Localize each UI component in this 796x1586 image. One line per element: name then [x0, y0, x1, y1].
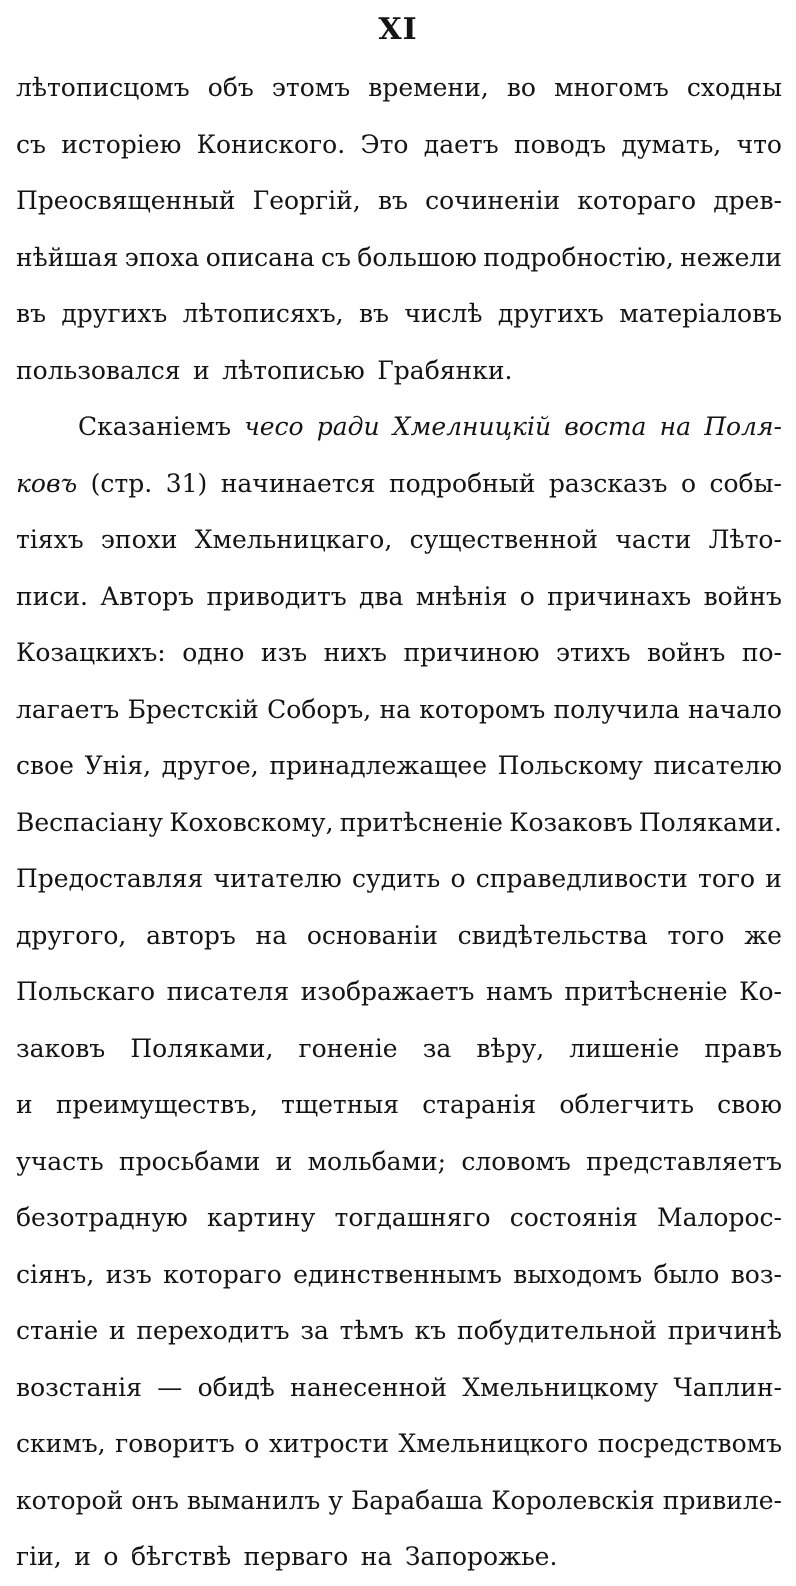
word: воз- — [730, 1259, 782, 1289]
text-line — [16, 1134, 782, 1191]
word: на — [659, 412, 692, 441]
word: нихъ — [323, 638, 387, 667]
word: причинахъ — [547, 581, 692, 611]
word: было — [653, 1259, 720, 1289]
word: другого, — [16, 920, 127, 950]
word: гоненіе — [298, 1033, 398, 1063]
body-text — [16, 60, 782, 1586]
word: Веспасіану — [16, 807, 164, 837]
word: этомъ — [271, 73, 351, 102]
word: что — [736, 129, 782, 159]
word: тогдашняго — [334, 1203, 491, 1232]
word: и — [193, 355, 210, 385]
word: одно — [182, 638, 245, 667]
word: тщетныя — [281, 1090, 400, 1119]
word: авторъ — [146, 920, 236, 950]
text-line — [16, 1529, 782, 1586]
word: старанія — [422, 1090, 537, 1119]
word: нежели — [680, 242, 782, 272]
word: свое — [16, 751, 74, 780]
word: писателя — [166, 977, 290, 1006]
word: изъ — [105, 1259, 152, 1289]
word: съ — [321, 242, 351, 272]
word: лѣтописцомъ — [16, 73, 190, 102]
word: состоянія — [509, 1203, 638, 1232]
text-line — [16, 682, 782, 739]
word: намъ — [485, 977, 553, 1006]
word: Польскому — [497, 751, 643, 780]
word: Чаплин- — [673, 1372, 782, 1402]
word: и — [108, 1316, 126, 1345]
word: Поляками. — [638, 807, 782, 837]
word: лишеніе — [569, 1033, 680, 1063]
word: безотрадную — [16, 1203, 188, 1232]
word: писи. — [16, 581, 88, 611]
word: скимъ, — [16, 1429, 106, 1458]
word: Козаковъ — [509, 807, 633, 837]
word: эпохи — [100, 525, 178, 554]
word: картину — [206, 1203, 316, 1232]
word: Козацкихъ: — [16, 638, 166, 667]
word: основаніи — [306, 920, 438, 950]
word: сходны — [686, 73, 782, 102]
text-line — [16, 1077, 782, 1134]
word: Грабянки. — [377, 355, 513, 385]
word: эпоха — [124, 242, 200, 272]
word: переходитъ — [136, 1316, 290, 1345]
word: словомъ — [461, 1146, 571, 1176]
word: мнѣнія — [415, 581, 508, 611]
word: справедливости — [475, 864, 688, 893]
word: исторіею — [61, 129, 182, 159]
text-line — [16, 230, 782, 287]
word: Это — [360, 129, 409, 159]
word: бѣгствѣ — [130, 1542, 232, 1571]
word: Унія, — [84, 751, 152, 780]
word: которой — [16, 1485, 124, 1515]
word: свидѣтельства — [457, 920, 648, 950]
word: и — [74, 1542, 91, 1571]
word: во — [506, 73, 536, 102]
text-line — [16, 1303, 782, 1360]
word: читателю — [213, 864, 342, 893]
word: съ — [16, 129, 46, 159]
word: Малорос- — [657, 1203, 782, 1232]
word: того — [698, 864, 756, 893]
text-line — [16, 117, 782, 174]
word: къ — [414, 1316, 447, 1345]
word: многомъ — [554, 73, 669, 102]
word: подробностію, — [483, 242, 674, 272]
text-line — [16, 399, 782, 456]
word: Ко- — [739, 977, 782, 1006]
word: Польскаго — [16, 977, 156, 1006]
word: Лѣто- — [708, 525, 782, 554]
text-line — [16, 456, 782, 513]
word: за — [422, 1033, 452, 1063]
word: заковъ — [16, 1033, 106, 1063]
text-line — [16, 1416, 782, 1473]
word: котораго — [163, 1259, 282, 1289]
word: Соборъ, — [267, 694, 372, 724]
word: (стр. — [90, 468, 153, 498]
word: пользовался — [16, 355, 181, 385]
word: существенной — [409, 525, 599, 554]
text-line — [16, 625, 782, 682]
word: принадлежащее — [269, 751, 488, 780]
text-line — [16, 795, 782, 852]
word: мольбами; — [307, 1146, 447, 1176]
word: войнъ — [646, 638, 726, 667]
word: изъ — [260, 638, 308, 667]
word: думать, — [621, 129, 722, 159]
word: ковъ — [16, 468, 78, 498]
text-line — [16, 851, 782, 908]
word: Хмельницкого — [398, 1429, 589, 1458]
word: и — [16, 1090, 33, 1119]
word: за — [300, 1316, 329, 1345]
word: въ — [16, 299, 46, 328]
word: причинѣ — [667, 1316, 782, 1345]
word: писателю — [653, 751, 782, 780]
word: облегчить — [559, 1090, 694, 1119]
word: Запорожье. — [404, 1542, 558, 1571]
text-line — [16, 1021, 782, 1078]
word: на — [360, 1542, 393, 1571]
word: Поляками, — [130, 1033, 274, 1063]
word: другихъ — [497, 299, 604, 328]
word: собы- — [709, 468, 782, 498]
word: описана — [205, 242, 315, 272]
text-line — [16, 964, 782, 1021]
word: и — [765, 864, 782, 893]
text-line — [16, 1190, 782, 1247]
word: Королевскія — [491, 1485, 655, 1515]
word: перваго — [243, 1542, 349, 1571]
text-line — [16, 908, 782, 965]
word: притѣсненіе — [339, 807, 503, 837]
word: вѣру, — [476, 1033, 545, 1063]
word: въ — [377, 186, 408, 215]
word: Хмельницкаго, — [194, 525, 393, 554]
word: числѣ — [404, 299, 483, 328]
word: котораго — [577, 186, 697, 215]
word: даетъ — [423, 129, 499, 159]
word: Поля- — [704, 412, 782, 441]
text-line — [16, 343, 782, 400]
text-line — [16, 1473, 782, 1530]
word: приводитъ — [206, 581, 347, 611]
word: говоритъ — [115, 1429, 235, 1458]
word: матеріаловъ — [619, 299, 782, 328]
word: лѣтописяхъ, — [182, 299, 344, 328]
word: на — [255, 920, 288, 950]
word: Хмельницкому — [462, 1372, 659, 1402]
word: свою — [717, 1090, 782, 1119]
text-line — [16, 569, 782, 626]
word: привиле- — [662, 1485, 782, 1515]
word: которомъ — [419, 694, 546, 724]
word: у — [328, 1485, 343, 1515]
word: о — [103, 1542, 119, 1571]
word: причиною — [403, 638, 540, 667]
word: Сказаніемъ — [78, 412, 232, 441]
word: воста — [564, 412, 647, 441]
word: объ — [207, 73, 254, 102]
word: разсказъ — [548, 468, 668, 498]
word: Георгій, — [252, 186, 361, 215]
word: этихъ — [555, 638, 631, 667]
word: ради — [316, 412, 380, 441]
word: — — [157, 1372, 183, 1402]
word: хитрости — [268, 1429, 389, 1458]
word: посредствомъ — [597, 1429, 782, 1458]
word: чесо — [244, 412, 304, 441]
word: судить — [351, 864, 441, 893]
text-line — [16, 738, 782, 795]
word: выходомъ — [513, 1259, 643, 1289]
word: станіе — [16, 1316, 99, 1345]
word: преимуществъ, — [55, 1090, 258, 1119]
word: побудительной — [456, 1316, 657, 1345]
word: лагаетъ — [16, 694, 120, 724]
word: нанесенной — [290, 1372, 448, 1402]
word: правъ — [704, 1033, 782, 1063]
word: изображаетъ — [300, 977, 475, 1006]
word: обидѣ — [197, 1372, 275, 1402]
word: большою — [357, 242, 477, 272]
word: того — [667, 920, 725, 950]
word: подробный — [388, 468, 536, 498]
word: Брестскій — [127, 694, 259, 724]
word: на — [379, 694, 412, 724]
word: представляетъ — [586, 1146, 782, 1176]
text-line — [16, 1247, 782, 1304]
word: единственнымъ — [293, 1259, 502, 1289]
text-line — [16, 286, 782, 343]
word: Авторъ — [100, 581, 195, 611]
word: сіянъ, — [16, 1259, 95, 1289]
word: тѣмъ — [339, 1316, 404, 1345]
word: войнъ — [703, 581, 782, 611]
word: части — [615, 525, 692, 554]
word: въ — [358, 299, 389, 328]
word: гіи, — [16, 1542, 62, 1571]
word: притѣсненіе — [564, 977, 728, 1006]
word: участь — [16, 1146, 104, 1176]
word: о — [519, 581, 535, 611]
word: онъ — [131, 1485, 179, 1515]
text-line — [16, 1360, 782, 1417]
word: Барабаша — [350, 1485, 484, 1515]
word: другое, — [161, 751, 259, 780]
word: древ- — [713, 186, 782, 215]
word: Хмелницкій — [392, 412, 552, 441]
word: начало — [688, 694, 782, 724]
word: два — [359, 581, 404, 611]
word: лѣтописью — [222, 355, 365, 385]
word: 31) — [165, 468, 208, 498]
word: Коховскому, — [169, 807, 334, 837]
text-line — [16, 60, 782, 117]
word: нѣйшая — [16, 242, 119, 272]
word: просьбами — [118, 1146, 261, 1176]
word: тіяхъ — [16, 525, 84, 554]
word: по- — [741, 638, 782, 667]
word: о — [450, 864, 466, 893]
word: возстанія — [16, 1372, 142, 1402]
word: же — [744, 920, 782, 950]
word: поводъ — [513, 129, 607, 159]
word: Кониского. — [196, 129, 346, 159]
text-line — [16, 512, 782, 569]
word: получила — [553, 694, 680, 724]
word: Преосвященный — [16, 186, 236, 215]
word: другихъ — [61, 299, 168, 328]
word: Предоставляя — [16, 864, 204, 893]
word: и — [275, 1146, 293, 1176]
word: сочиненіи — [425, 186, 561, 215]
word: выманилъ — [186, 1485, 321, 1515]
word: о — [244, 1429, 260, 1458]
word: времени, — [368, 73, 489, 102]
text-line — [16, 173, 782, 230]
word: о — [680, 468, 696, 498]
word: начинается — [220, 468, 376, 498]
page-number: XI — [378, 12, 418, 47]
